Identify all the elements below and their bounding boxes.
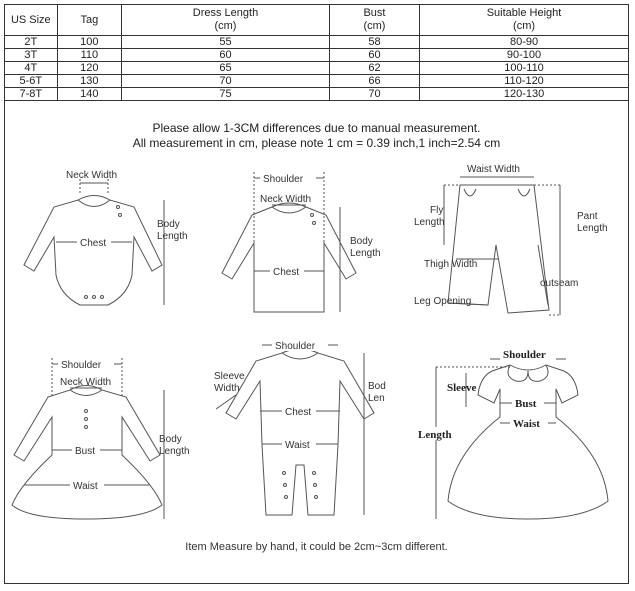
header-suitable-height: Suitable Height (cm) [420,5,629,36]
dress1-waist-label: Waist [73,481,98,492]
snap-button [284,484,287,487]
pants-fly-label: Fly [430,205,444,216]
cell-dress-length: 60 [122,49,330,62]
pants-pant-label: Pant [577,211,598,222]
snap-button [285,496,288,499]
romper-diagram [214,338,386,515]
romper-length-label: Len [368,393,385,404]
dress2-sleeve-label: Sleeve [447,382,477,394]
cell-size: 7-8T [5,88,58,101]
bodysuit-neck-label: Neck Width [66,170,118,181]
pants-waist-label: Waist Width [467,164,520,175]
cell-tag: 120 [57,62,121,75]
sleeve-width-arrow [216,395,236,409]
size-table [4,4,629,101]
romper-outline [226,353,374,515]
cell-bust: 70 [329,88,419,101]
snap-button [117,206,120,209]
dress1-body-label: Body [159,434,182,445]
dress1-diagram [12,357,190,519]
top-length-label: Length [350,248,381,259]
snap-button [315,496,318,499]
conversion-note: All measurement in cm, please note 1 cm = 0.39 inch,1 inch=2.54 cm [132,136,501,150]
pants-fly-length-label: Length [414,217,445,228]
romper-shoulder-label: Shoulder [275,341,316,352]
snap-button [101,296,104,299]
pants-thigh-label: Thigh Width [424,259,478,270]
top-outline [222,207,356,312]
cell-dress-length: 55 [122,36,330,49]
garment-diagrams [4,155,629,540]
dress1-length-label: Length [159,446,190,457]
cell-dress-length: 75 [122,88,330,101]
outseam-arrow [538,245,548,305]
pocket [518,189,530,196]
dress2-waist-label: Waist [513,418,540,430]
top-neck-label: Neck Width [260,194,312,205]
cell-size: 3T [5,49,58,62]
snap-button [93,296,96,299]
cell-height: 80-90 [420,36,629,49]
cell-tag: 140 [57,88,121,101]
pocket [464,189,476,196]
snap-button [314,484,317,487]
dress-button [85,418,88,421]
cell-bust: 60 [329,49,419,62]
pants-outseam-label: outseam [540,278,579,289]
bodysuit-chest-label: Chest [80,238,107,249]
bodysuit-outline [24,200,162,305]
footer-note: Item Measure by hand, it could be 2cm~3cm different. [185,541,448,553]
dress1-neck-label: Neck Width [60,377,112,388]
dress1-shoulder-label: Shoulder [61,360,102,371]
snap-button [119,214,122,217]
dress2-diagram [416,348,608,519]
romper-chest-label: Chest [285,407,312,418]
snap-button [85,296,88,299]
romper-body-label: Bod [368,381,386,392]
dress1-bust-label: Bust [75,446,96,457]
table-row [5,62,629,75]
measurement-note: Please allow 1-3CM differences due to manual measurement. [152,121,481,135]
bodysuit-diagram [24,170,188,305]
shoulder-button [311,214,314,217]
bodysuit-neckline [78,196,110,201]
dress-button [85,410,88,413]
header-dress-length: Dress Length (cm) [122,5,330,36]
cell-size: 5-6T [5,75,58,88]
cell-dress-length: 70 [122,75,330,88]
cell-tag: 130 [57,75,121,88]
cell-size: 2T [5,36,58,49]
header-us-size: US Size [5,5,58,36]
header-tag: Tag [57,5,121,36]
dress2-length-label: Length [418,429,452,441]
romper-sleeve-label: Sleeve [214,371,245,382]
cell-height: 110-120 [420,75,629,88]
table-header-row [5,5,629,36]
cell-height: 120-130 [420,88,629,101]
romper-sleeve-width-label: Width [214,383,240,394]
cell-dress-length: 65 [122,62,330,75]
table-row [5,49,629,62]
dress2-shoulder-label: Shoulder [503,349,546,361]
cell-tag: 110 [57,49,121,62]
snap-button [313,472,316,475]
dress2-bust-label: Bust [515,398,537,410]
table-row [5,88,629,101]
cell-bust: 58 [329,36,419,49]
top-chest-label: Chest [273,267,300,278]
table-row [5,75,629,88]
cell-size: 4T [5,62,58,75]
cell-bust: 66 [329,75,419,88]
pants-leg-label: Leg Opening [414,296,472,307]
bodysuit-length-label: Length [157,231,188,242]
top-shoulder-label: Shoulder [263,174,304,185]
cell-bust: 62 [329,62,419,75]
top-body-label: Body [350,236,373,247]
dress-button [85,426,88,429]
header-bust: Bust (cm) [329,5,419,36]
pants-pant-length-label: Length [577,223,608,234]
top-diagram [222,171,381,312]
shoulder-button [313,222,316,225]
bodysuit-body-label: Body [157,219,180,230]
cell-tag: 100 [57,36,121,49]
cell-height: 90-100 [420,49,629,62]
romper-waist-label: Waist [285,440,310,451]
pants-outline [448,185,549,313]
snap-button [283,472,286,475]
pants-diagram [414,164,608,315]
cell-height: 100-110 [420,62,629,75]
table-row [5,36,629,49]
